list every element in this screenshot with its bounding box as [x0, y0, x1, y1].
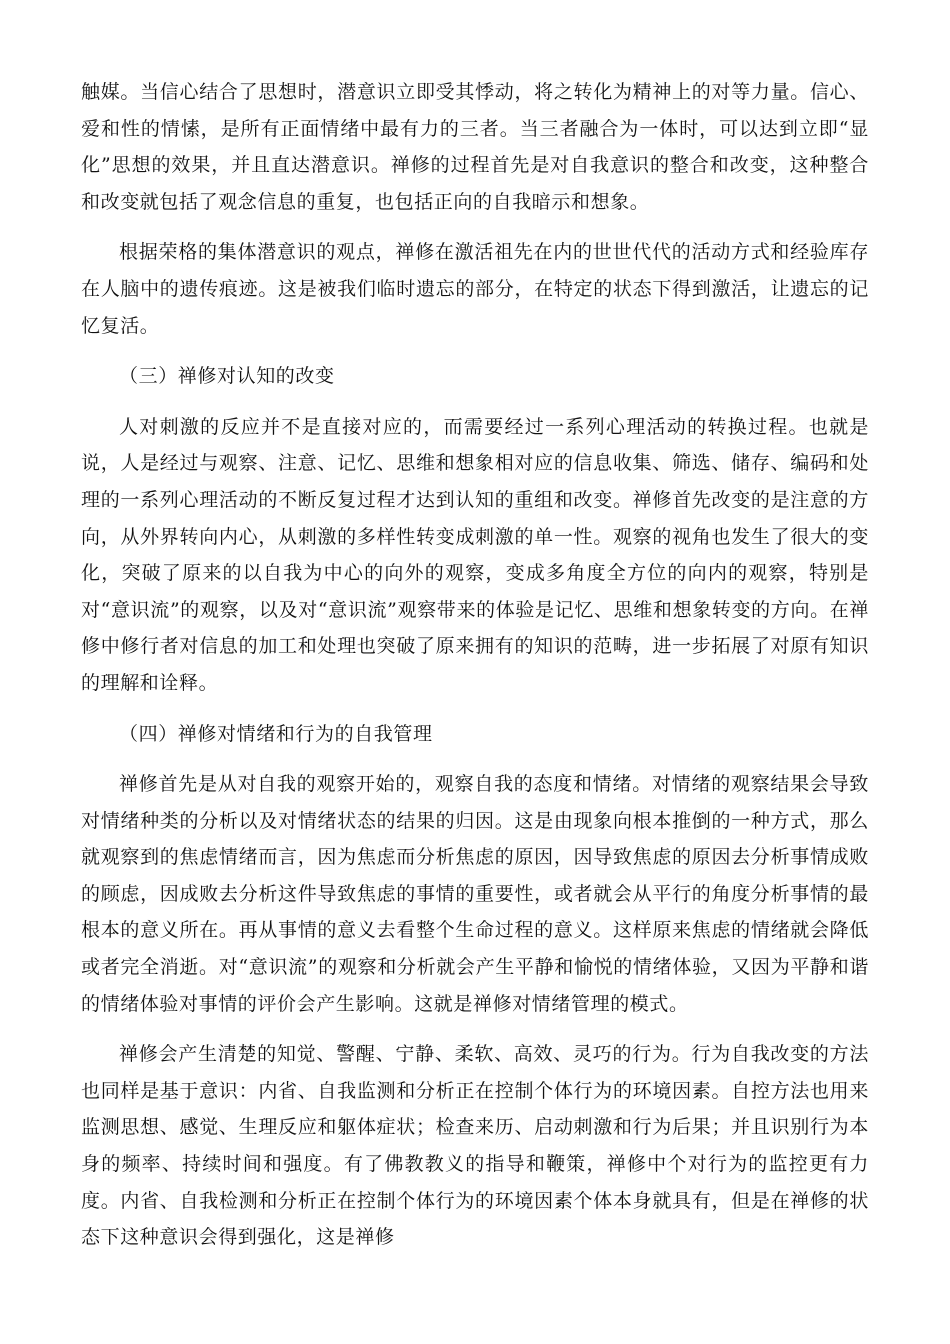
body-paragraph-3: 人对刺激的反应并不是直接对应的，而需要经过一系列心理活动的转换过程。也就是说，人是经过与观察、注意、记忆、思维和想象相对应的信息收集、筛选、储存、编码和处理的一系列心理活动的不断反复过程才达到认知的重组和改变。禅修首先改变的是注意的方向，从外界转向内心，从刺激的多样性转变成刺激的单一性。观察的视角也发生了很大的变化，突破了原来的以自我为中心的向外的观察，变成多角度全方位的向内的观察，特别是对“意识流”的观察，以及对“意识流”观察带来的体验是记忆、思维和想象转变的方向。在禅修中修行者对信息的加工和处理也突破了原来拥有的知识的范畴，进一步拓展了对原有知识的理解和诠释。	[81, 415, 869, 694]
section-heading-3: （三）禅修对认知的改变	[119, 365, 335, 388]
body-paragraph-4: 禅修首先是从对自我的观察开始的，观察自我的态度和情绪。对情绪的观察结果会导致对情绪种类的分析以及对情绪状态的结果的归因。这是由现象向根本推倒的一种方式，那么就观察到的焦虑情绪而言，因为焦虑而分析焦虑的原因，因导致焦虑的原因去分析事情成败的顾虑，因成败去分析这件导致焦虑的事情的重要性，或者就会从平行的角度分析事情的最根本的意义所在。再从事情的意义去看整个生命过程的意义。这样原来焦虑的情绪就会降低或者完全消逝。对“意识流”的观察和分析就会产生平静和愉悦的情绪体验，又因为平静和谐的情绪体验对事情的评价会产生影响。这就是禅修对情绪管理的模式。	[81, 773, 869, 1015]
body-paragraph-1: 触媒。当信心结合了思想时，潜意识立即受其悸动，将之转化为精神上的对等力量。信心、爱和性的情愫，是所有正面情绪中最有力的三者。当三者融合为一体时，可以达到立即“显化”思想的效果，并且直达潜意识。禅修的过程首先是对自我意识的整合和改变，这种整合和改变就包括了观念信息的重复，也包括正向的自我暗示和想象。	[81, 81, 869, 213]
body-paragraph-2: 根据荣格的集体潜意识的观点，禅修在激活祖先在内的世世代代的活动方式和经验库存在人脑中的遗传痕迹。这是被我们临时遗忘的部分，在特定的状态下得到激活，让遗忘的记忆复活。	[81, 241, 869, 337]
document-page	[81, 74, 869, 1256]
section-heading-4: （四）禅修对情绪和行为的自我管理	[119, 722, 433, 745]
body-paragraph-5: 禅修会产生清楚的知觉、警醒、宁静、柔软、高效、灵巧的行为。行为自我改变的方法也同样是基于意识：内省、自我监测和分析正在控制个体行为的环境因素。自控方法也用来监测思想、感觉、生理反应和躯体症状；检查来历、启动刺激和行为后果；并且识别行为本身的频率、持续时间和强度。有了佛教教义的指导和鞭策，禅修中个对行为的监控更有力度。内省、自我检测和分析正在控制个体行为的环境因素个体本身就具有，但是在禅修的状态下这种意识会得到强化，这是禅修	[81, 1043, 869, 1249]
